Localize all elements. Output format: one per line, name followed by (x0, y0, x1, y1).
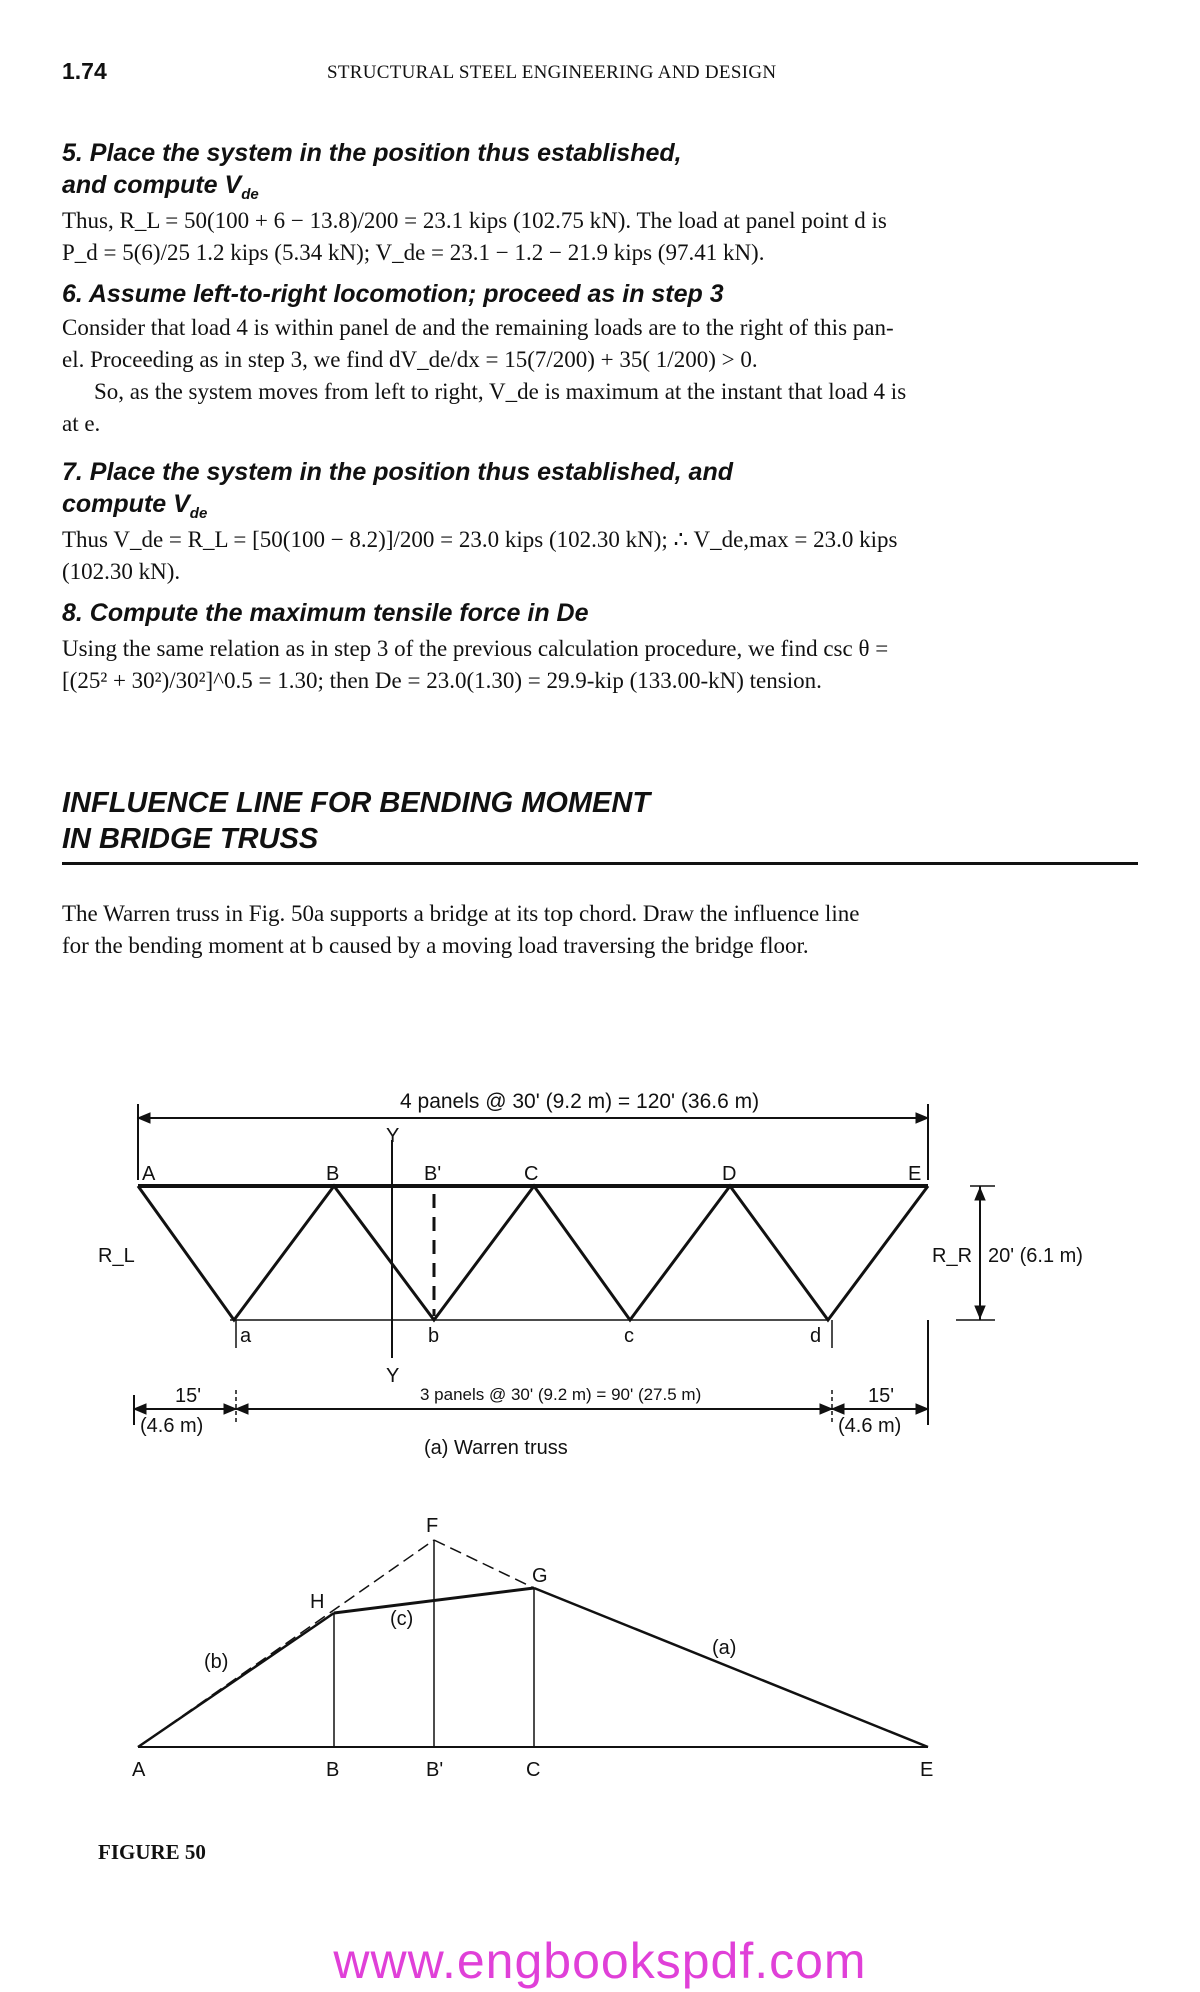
node-E: E (908, 1163, 922, 1185)
reaction-left: R_L (98, 1245, 135, 1267)
node-a: a (240, 1325, 252, 1347)
section-title (62, 785, 1142, 857)
base-C: C (526, 1759, 541, 1781)
left-end-dim-m: (4.6 m) (140, 1415, 204, 1437)
step-7-body (62, 524, 1138, 588)
point-H: H (310, 1591, 325, 1613)
base-B-prime: B' (426, 1759, 444, 1781)
section-rule (62, 862, 1138, 865)
node-b: b (428, 1325, 440, 1347)
page-header (62, 58, 1138, 88)
bottom-dimension-label: 3 panels @ 30' (9.2 m) = 90' (27.5 m) (420, 1385, 702, 1404)
label-line-a: (a) (712, 1637, 737, 1659)
base-E: E (920, 1759, 934, 1781)
right-end-dim-m: (4.6 m) (838, 1415, 902, 1437)
influence-line-figure (0, 1500, 1200, 1790)
step-8-line-1: Using the same relation as in step 3 of the previous calculation procedure, we find csc θ = (62, 636, 889, 661)
page-number: 1.74 (62, 58, 107, 84)
node-A: A (142, 1163, 156, 1185)
step-6-line-3: So, as the system moves from left to right, V_de is maximum at the instant that load 4 is (94, 379, 907, 404)
height-dimension: 20' (6.1 m) (988, 1245, 1083, 1267)
step-5-line-1: Thus, R_L = 50(100 + 6 − 13.8)/200 = 23.1 kips (102.75 kN). The load at panel point d is (62, 208, 887, 233)
left-end-dim: 15' (175, 1385, 202, 1407)
step-5-heading-line2: and compute $V_{de}$ (62, 171, 259, 203)
base-A: A (132, 1759, 146, 1781)
section-mark-top: Y (386, 1125, 400, 1147)
step-7-line-1: Thus V_de = R_L = [50(100 − 8.2)]/200 = 23.0 kips (102.30 kN); ∴ V_de,max = 23.0 kips (62, 527, 898, 552)
node-c: c (624, 1325, 634, 1347)
section-mark-bottom: Y (386, 1365, 400, 1387)
step-8-heading: 8. Compute the maximum tensile force in De (62, 599, 589, 627)
step-7-heading (62, 456, 1142, 530)
step-6-line-1: Consider that load 4 is within panel de and the remaining loads are to the right of this pan- (62, 315, 894, 340)
section-intro-line1: The Warren truss in Fig. 50a supports a bridge at its top chord. Draw the influence line (62, 901, 860, 926)
step-6-body (62, 312, 1138, 440)
point-F: F (426, 1515, 439, 1537)
node-d: d (810, 1325, 822, 1347)
step-5-heading-line1: 5. Place the system in the position thus established, (62, 139, 682, 167)
base-B: B (326, 1759, 340, 1781)
section-intro-line2: for the bending moment at b caused by a moving load traversing the bridge floor. (62, 933, 809, 958)
node-B: B (326, 1163, 340, 1185)
step-6-line-4: at e. (62, 411, 101, 436)
step-6-line-2: el. Proceeding as in step 3, we find dV_de/dx = 15(7/200) + 35( 1/200) > 0. (62, 347, 758, 372)
node-D: D (722, 1163, 737, 1185)
step-5-line-2: P_d = 5(6)/25 1.2 kips (5.34 kN); V_de = 23.1 − 1.2 − 21.9 kips (97.41 kN). (62, 240, 765, 265)
top-dimension-label: 4 panels @ 30' (9.2 m) = 120' (36.6 m) (400, 1090, 760, 1113)
figure-label: FIGURE 50 (98, 1840, 206, 1864)
line-to-F-right (434, 1540, 534, 1588)
right-end-dim: 15' (868, 1385, 895, 1407)
step-7-line-2: (102.30 kN). (62, 559, 181, 584)
warren-truss-figure (0, 1080, 1200, 1460)
step-7-heading-line1: 7. Place the system in the position thus established, and (62, 458, 733, 486)
section-intro (62, 898, 1138, 962)
step-8-body (62, 633, 1138, 697)
node-B-prime: B' (424, 1163, 442, 1185)
point-G: G (532, 1565, 548, 1587)
step-5-heading (62, 137, 1142, 211)
label-line-b: (b) (204, 1651, 229, 1673)
reaction-right: R_R (932, 1245, 973, 1267)
figure-caption-a: (a) Warren truss (424, 1437, 568, 1459)
section-title-line2: IN BRIDGE TRUSS (62, 823, 319, 855)
step-5-body (62, 205, 1138, 269)
label-line-c: (c) (390, 1608, 414, 1630)
step-6-heading: 6. Assume left-to-right locomotion; proceed as in step 3 (62, 280, 724, 308)
influence-line-b (138, 1613, 334, 1747)
watermark-link[interactable]: www.engbookspdf.com (333, 1933, 867, 1989)
node-C: C (524, 1163, 539, 1185)
running-head: STRUCTURAL STEEL ENGINEERING AND DESIGN (327, 62, 777, 83)
diagonals (138, 1186, 928, 1320)
influence-line-a (534, 1588, 928, 1747)
section-title-line1: INFLUENCE LINE FOR BENDING MOMENT (62, 787, 651, 819)
step-7-heading-line2: compute $V_{de}$ (62, 490, 208, 522)
step-8-line-2: [(25² + 30²)/30²]^0.5 = 1.30; then De = 23.0(1.30) = 29.9-kip (133.00-kN) tension. (62, 668, 822, 693)
